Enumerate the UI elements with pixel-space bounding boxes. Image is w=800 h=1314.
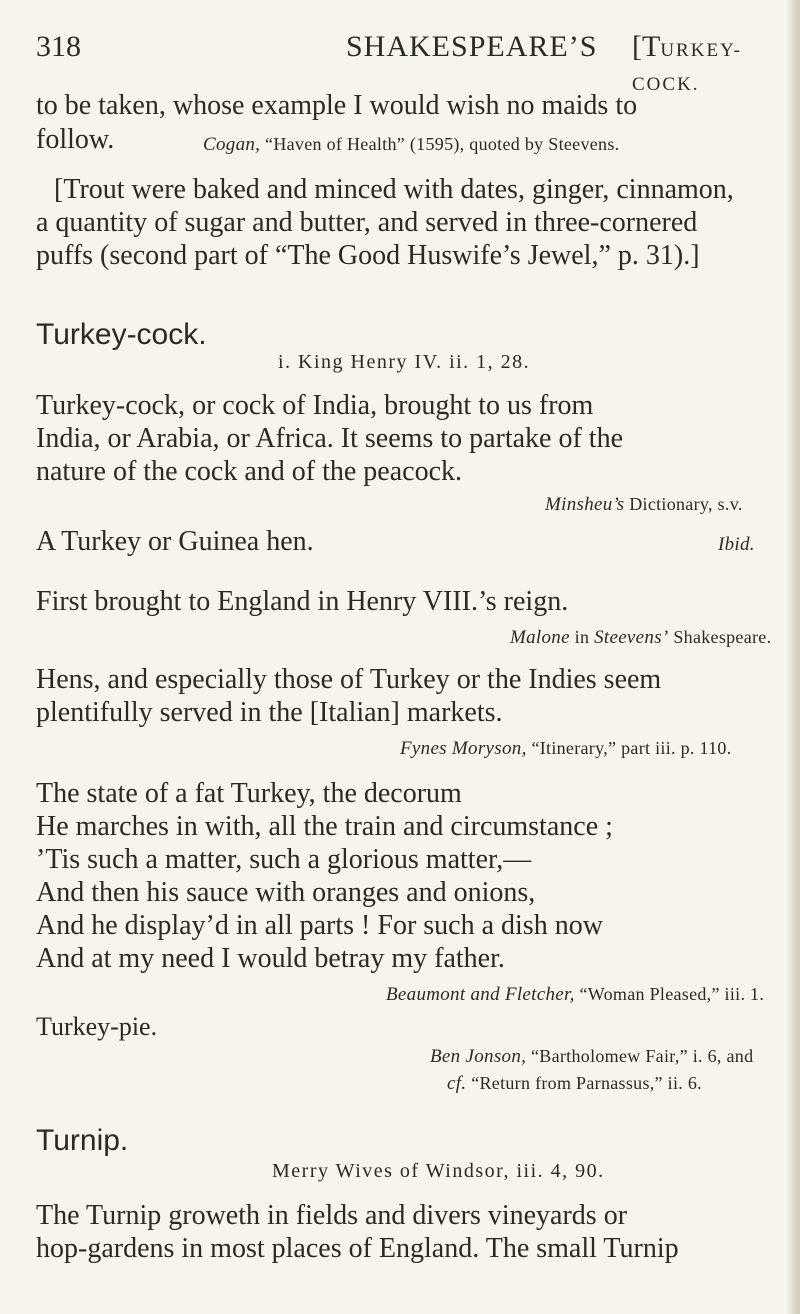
text-line	[36, 390, 593, 422]
text-fragment: and especially those of Turkey or the Indies seem	[107, 664, 662, 695]
text-line: [Trout were baked and minced with dates, ginger, cinnamon,	[54, 174, 734, 205]
citation-author: Beaumont and Fletcher,	[386, 984, 575, 1005]
text-line	[36, 90, 774, 122]
text-line	[36, 664, 661, 696]
citation	[718, 534, 755, 556]
entry-heading: Turkey-cock.	[36, 318, 207, 351]
page-edge-shadow	[786, 0, 800, 1314]
citation-source: “Itinerary,” part iii. p. 110.	[531, 738, 732, 758]
citation	[545, 494, 743, 516]
citation-author: Malone	[510, 627, 570, 648]
verse-line: And at my need I would betray my father.	[36, 943, 505, 974]
citation-cf: cf.	[447, 1073, 467, 1094]
verse-line: And he display’d in all parts ! For such a dish now	[36, 910, 603, 941]
sub-entry-label	[36, 1012, 157, 1042]
page-number: 318	[36, 30, 81, 63]
verse-line	[36, 778, 462, 810]
citation-editor: Steevens’	[594, 627, 669, 648]
play-reference: i. King Henry IV. ii. 1, 28.	[278, 351, 531, 373]
citation-source: Shakespeare.	[673, 627, 772, 647]
play-reference: Merry Wives of Windsor, iii. 4, 90.	[272, 1160, 605, 1182]
entry-lead: The	[36, 778, 80, 809]
citation-source: “Woman Pleased,” iii. 1.	[579, 984, 765, 1004]
text-line	[36, 1200, 627, 1232]
text-fragment: or Guinea hen.	[148, 526, 314, 557]
entry-lead: The	[36, 1200, 80, 1231]
text-line-content: to be taken, whose example I would wish no maids to	[36, 90, 638, 121]
citation-source: “Bartholomew Fair,” i. 6, and	[530, 1046, 754, 1066]
citation	[447, 1073, 702, 1095]
citation-source: “Haven of Health” (1595), quoted by Steevens.	[265, 134, 620, 154]
citation-author: Minsheu’s	[545, 494, 625, 515]
verse-line: He marches in with, all the train and circumstance ;	[36, 811, 613, 842]
citation-word: in	[574, 627, 590, 647]
entry-lead: A Turkey	[36, 526, 142, 557]
text-fragment: follow.	[36, 124, 115, 155]
citation-line	[36, 124, 114, 156]
text-line	[36, 526, 314, 558]
text-line: puffs (second part of “The Good Huswife’s Jewel,” p. 31).]	[36, 240, 700, 271]
text-line: nature of the cock and of the peacock.	[36, 456, 463, 487]
entry-lead: Hens,	[36, 664, 101, 695]
citation	[203, 134, 619, 156]
citation-author: Fynes Moryson,	[400, 738, 527, 759]
header-title: SHAKESPEARE’S	[346, 30, 598, 63]
verse-line: And then his sauce with oranges and onions,	[36, 877, 536, 908]
running-head-open: [T	[632, 30, 661, 63]
running-head	[632, 30, 774, 98]
text-fragment: state of a fat Turkey, the decorum	[86, 778, 462, 809]
text-fragment: or cock of India, brought to us from	[192, 390, 594, 421]
text-fragment: brought to England in Henry VIII.’s reign.	[94, 586, 569, 617]
citation-author: Cogan,	[203, 134, 261, 155]
entry-lead: Turkey-pie.	[36, 1012, 158, 1041]
entry-lead: First	[36, 586, 88, 617]
running-head-rest: URKEY-COCK.	[632, 40, 742, 95]
citation-source: Ibid.	[718, 534, 755, 555]
text-fragment: Turnip groweth in fields and divers vineyards or	[86, 1200, 628, 1231]
citation-author: Ben Jonson,	[430, 1046, 527, 1067]
citation	[400, 738, 732, 760]
text-line: India, or Arabia, or Africa. It seems to partake of the	[36, 423, 624, 454]
text-line: hop-gardens in most places of England. The small Turnip	[36, 1233, 679, 1264]
citation	[386, 984, 764, 1006]
text-line: a quantity of sugar and butter, and served in three-cornered	[36, 207, 698, 238]
verse-line: ’Tis such a matter, such a glorious matter,—	[36, 844, 532, 875]
text-line	[36, 586, 568, 618]
citation-source: Dictionary, s.v.	[629, 494, 743, 514]
citation	[510, 627, 771, 649]
text-line: plentifully served in the [Italian] markets.	[36, 697, 503, 728]
entry-heading: Turnip.	[36, 1124, 129, 1157]
running-header	[36, 30, 774, 95]
citation	[430, 1046, 753, 1068]
entry-lead: Turkey-cock,	[36, 390, 186, 421]
citation-source: “Return from Parnassus,” ii. 6.	[471, 1073, 702, 1093]
